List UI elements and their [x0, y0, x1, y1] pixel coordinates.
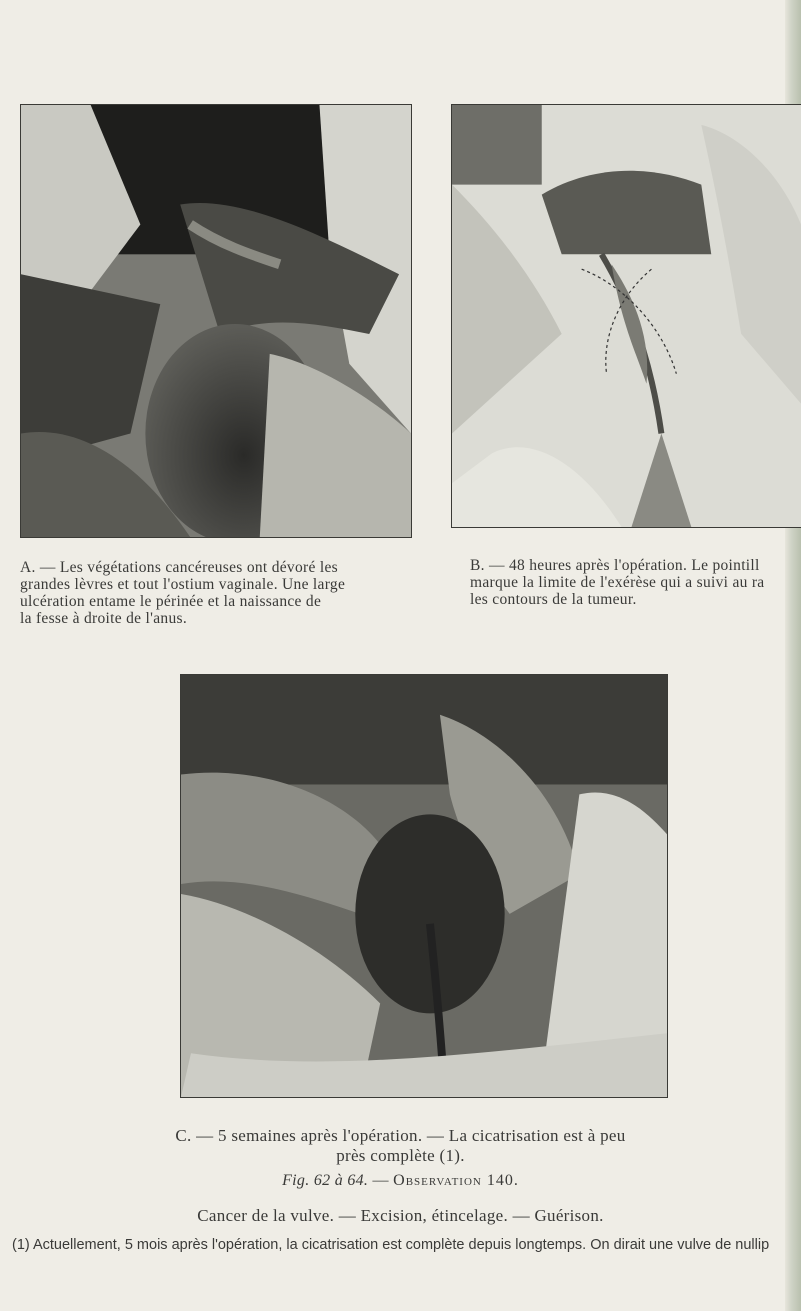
- figure-number: Fig. 62 à 64.: [282, 1172, 369, 1189]
- caption-plate-b-line: marque la limite de l'exérèse qui a suivi au ra: [470, 574, 765, 591]
- caption-plate-b-line: B. — 48 heures après l'opération. Le pointill: [470, 557, 760, 574]
- footnote: (1) Actuellement, 5 mois après l'opération, la cicatrisation est complète depuis longtemps. On dirait une vulve de nullip: [12, 1237, 770, 1253]
- observation-prefix: —: [372, 1172, 394, 1189]
- observation-number: Observation 140.: [393, 1172, 519, 1189]
- caption-plate-b-line: les contours de la tumeur.: [470, 591, 637, 608]
- caption-plate-a: A. — Les végétations cancéreuses ont dévoré les grandes lèvres et tout l'ostium vaginale. Une large ulcération entame le périnée et la naissance de la fesse à droite de l'anus.: [20, 559, 346, 627]
- photo-plate-a: [20, 104, 412, 538]
- photo-plate-c: [180, 674, 668, 1098]
- photo-c-image: [181, 675, 667, 1097]
- diagnosis-line: Cancer de la vulve. — Excision, étincelage. — Guérison.: [197, 1206, 604, 1225]
- caption-plate-b: [470, 557, 801, 608]
- photo-plate-b: [451, 104, 801, 528]
- photo-b-image: [452, 105, 801, 527]
- caption-plate-c-line: C. — 5 semaines après l'opération. — La cicatrisation est à peu: [175, 1126, 626, 1145]
- caption-plate-c-line: près complète (1).: [336, 1146, 465, 1165]
- figure-label: [0, 1172, 801, 1190]
- photo-a-image: [21, 105, 411, 537]
